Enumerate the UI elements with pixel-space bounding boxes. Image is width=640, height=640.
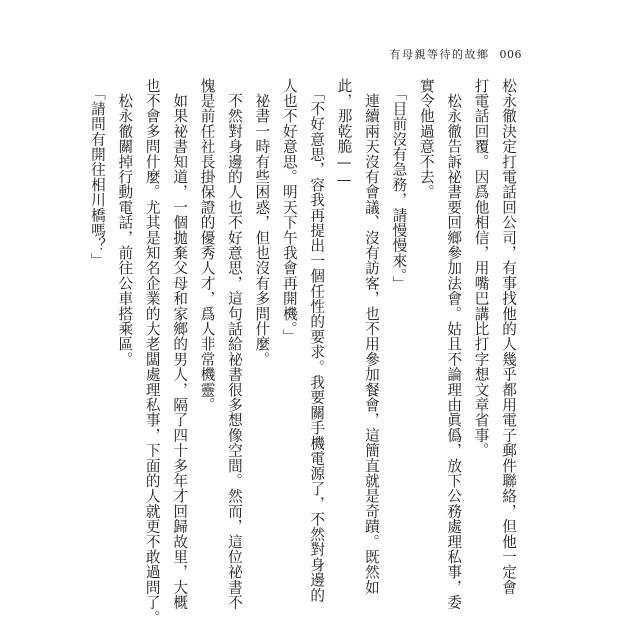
text-line: 松永徹告訴祕書要回鄉參加法會。姑且不論理由眞僞，放下公務處理私事，委 (445, 78, 463, 610)
text-line: 打電話回覆。因爲他相信，用嘴巴講比打字想文章省事。 (472, 78, 490, 458)
book-title: 有母親等待的故鄉 (389, 48, 490, 61)
running-header (390, 46, 523, 62)
text-line: 祕書一時有些困惑，但也沒有多問什麼。 (253, 78, 271, 367)
text-line: 「請問有開往相川橋嗎？」 (88, 78, 106, 269)
text-line: 松永徹關掉行動電話，前往公車搭乘區。 (116, 78, 134, 367)
text-line: 愧是前任社長掛保證的優秀人才，爲人非常機靈。 (198, 78, 216, 413)
page-number: 006 (499, 48, 522, 61)
text-line: 也不會多問什麼。尤其是知名企業的大老闆處理私事，下面的人就更不敢過問了。 (143, 78, 161, 626)
text-line: 實令他過意不去。 (417, 78, 435, 200)
text-line: 「不好意思，容我再提出一個任性的要求。我要關手機電源了，不然對身邊的 (308, 78, 326, 603)
text-line: 「目前沒有急務，請慢慢來。」 (390, 78, 408, 292)
text-line: 連續兩天沒有會議、沒有訪客，也不用參加餐會，這簡直就是奇蹟。既然如 (362, 78, 380, 595)
body-text (84, 78, 523, 626)
text-line: 人也不好意思。明天下午我會再開機。」 (280, 78, 298, 345)
text-line: 松永徹決定打電話回公司，有事找他的人幾乎都用電子郵件聯絡，但他一定會 (500, 78, 517, 595)
text-line: 如果祕書知道，一個拋棄父母和家鄉的男人，隔了四十多年才回歸故里，大概 (171, 78, 189, 610)
text-line: 不然對身邊的人也不好意思，這句話給祕書很多想像空間。然而，這位祕書不 (225, 78, 243, 610)
text-line: 此，那乾脆—— (335, 78, 353, 190)
